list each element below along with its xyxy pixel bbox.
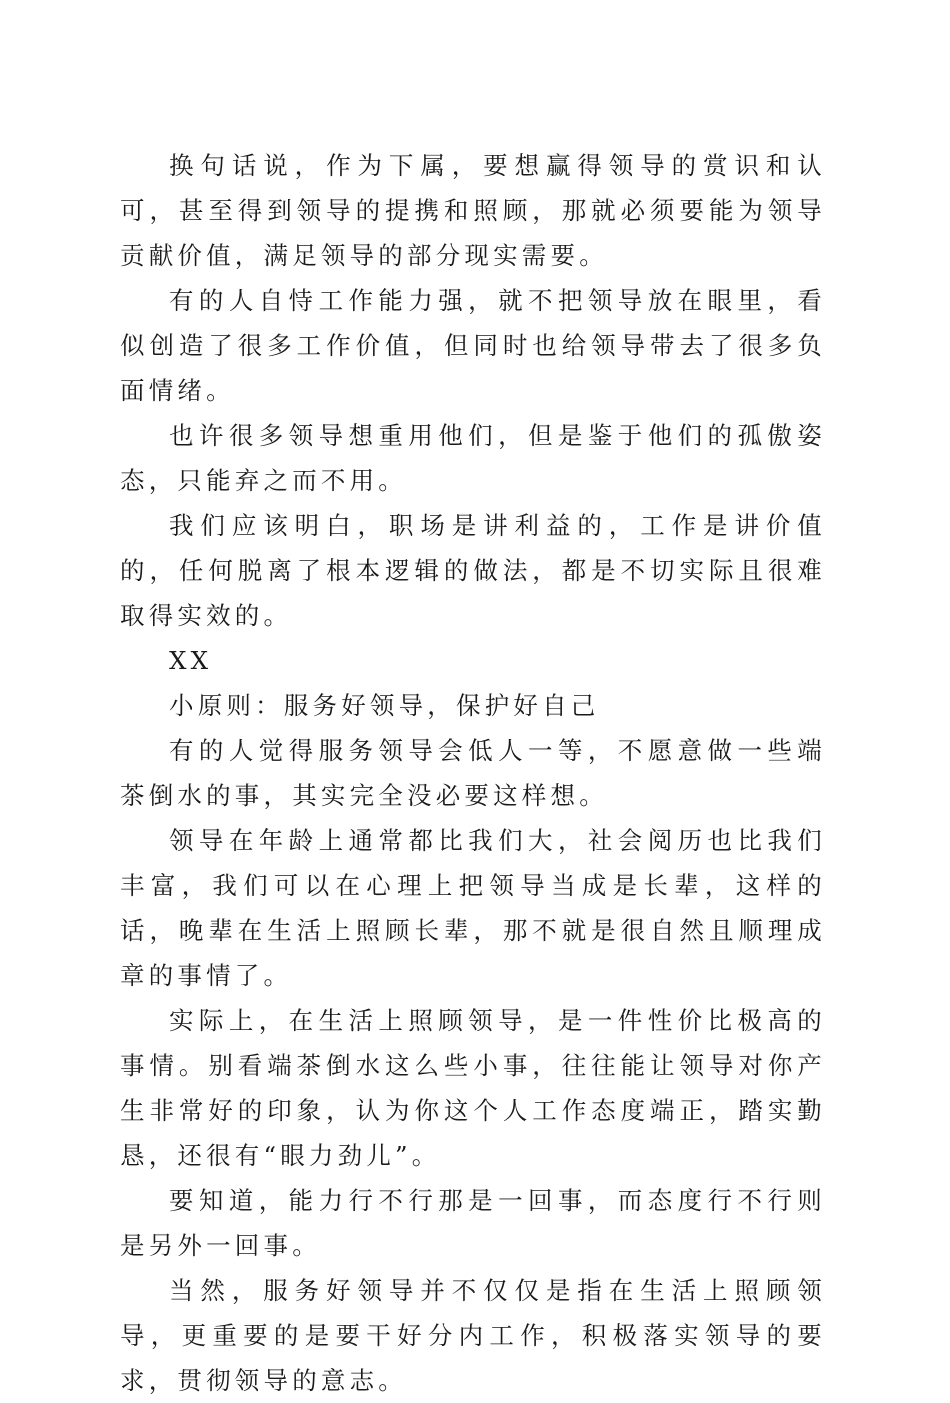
paragraph-8: 要知道，能力行不行那是一回事，而态度行不行则是另外一回事。: [120, 1186, 826, 1260]
paragraph-1: 换句话说，作为下属，要想赢得领导的赏识和认可，甚至得到领导的提携和照顾，那就必须要能为领导贡献价值，满足领导的部分现实需要。: [120, 151, 826, 270]
section-title: 小原则：服务好领导，保护好自己: [169, 691, 600, 720]
paragraph-5: 有的人觉得服务领导会低人一等，不愿意做一些端茶倒水的事，其实完全没必要这样想。: [120, 736, 826, 810]
paragraph-7: 实际上，在生活上照顾领导，是一件性价比极高的事情。别看端茶倒水这么些小事，往往能让领导对你产生非常好的印象，认为你这个人工作态度端正，踏实勤恳，还很有“眼力劲儿”。: [120, 1006, 826, 1170]
section-number: XX: [169, 646, 213, 675]
paragraph-4: 我们应该明白，职场是讲利益的，工作是讲价值的，任何脱离了根本逻辑的做法，都是不切实际且很难取得实效的。: [120, 511, 826, 630]
paragraph-9: 当然，服务好领导并不仅仅是指在生活上照顾领导，更重要的是要干好分内工作，积极落实领导的要求，贯彻领导的意志。: [120, 1276, 826, 1395]
document-body: [120, 143, 826, 1403]
paragraph-6: 领导在年龄上通常都比我们大，社会阅历也比我们丰富，我们可以在心理上把领导当成是长辈，这样的话，晚辈在生活上照顾长辈，那不就是很自然且顺理成章的事情了。: [120, 826, 826, 990]
paragraph-3: 也许很多领导想重用他们，但是鉴于他们的孤傲姿态，只能弃之而不用。: [120, 421, 826, 495]
paragraph-2: 有的人自恃工作能力强，就不把领导放在眼里，看似创造了很多工作价值，但同时也给领导带去了很多负面情绪。: [120, 286, 826, 405]
